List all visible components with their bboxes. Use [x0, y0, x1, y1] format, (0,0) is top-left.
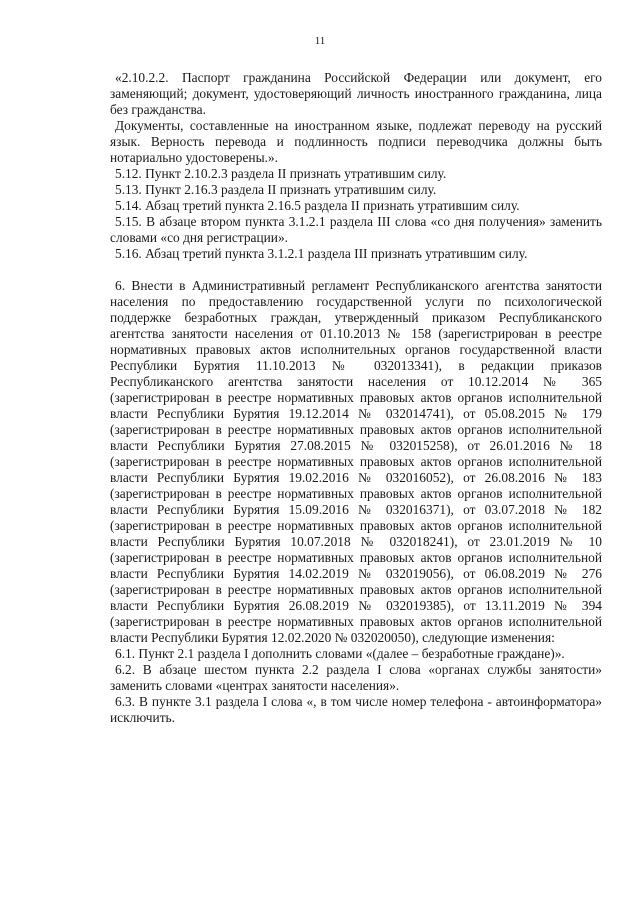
paragraph-5-15: 5.15. В абзаце втором пункта 3.1.2.1 раздела III слова «со дня получения» заменить словами «со дня регистрации».: [110, 214, 602, 245]
paragraph-quote-2-10-2-2: «2.10.2.2. Паспорт гражданина Российской Федерации или документ, его заменяющий; документ, удостоверяющий личность иностранного гражданина, лица без гражданства.: [110, 70, 602, 117]
paragraph-6-1: 6.1. Пункт 2.1 раздела I дополнить словами «(далее – безработные граждане)».: [115, 646, 565, 661]
paragraph-6: 6. Внести в Административный регламент Республиканского агентства занятости населения по предоставлению государственной услуги по психологической поддержке безработных граждан, утвержденный приказом Республиканского агентства занятости населения от 01.10.2013 № 158 (зарегистрирован в реестре нормативных правовых актов исполнительных органов государственной власти Республики Бурятия 11.10.2013 № 032013341), в редакции приказов Республиканского агентства занятости населения от 10.12.2014 № 365 (зарегистрирован в реестре нормативных правовых актов органов исполнительной власти Республики Бурятия 19.12.2014 № 032014741), от 05.08.2015 № 179 (зарегистрирован в реестре нормативных правовых актов органов исполнительной власти Республики Бурятия 27.08.2015 № 032015258), от 26.01.2016 № 18 (зарегистрирован в реестре нормативных правовых актов органов исполнительной власти Республики Бурятия 19.02.2016 № 032016052), от 26.08.2016 № 183 (зарегистрирован в реестре нормативных правовых актов органов исполнительной власти Республики Бурятия 15.09.2016 № 032016371), от 03.07.2018 № 182 (зарегистрирован в реестре нормативных правовых актов органов исполнительной власти Республики Бурятия 10.07.2018 № 032018241), от 23.01.2019 № 10 (зарегистрирован в реестре нормативных правовых актов органов исполнительной власти Республики Бурятия 14.02.2019 № 032019056), от 06.08.2019 № 276 (зарегистрирован в реестре нормативных правовых актов органов исполнительной власти Республики Бурятия 26.08.2019 № 032019385), от 13.11.2019 № 394 (зарегистрирован в реестре нормативных правовых актов органов исполнительной власти Республики Бурятия 12.02.2020 № 032020050), следующие изменения:: [110, 278, 602, 645]
paragraph-5-12: 5.12. Пункт 2.10.2.3 раздела II признать утратившим силу.: [115, 166, 447, 181]
paragraph-5-13: 5.13. Пункт 2.16.3 раздела II признать утратившим силу.: [115, 182, 437, 197]
paragraph-6-2: 6.2. В абзаце шестом пункта 2.2 раздела I слова «органах службы занятости» заменить словами «центрах занятости населения».: [110, 662, 602, 693]
page-number: 11: [314, 35, 326, 47]
paragraph-6-3: 6.3. В пункте 3.1 раздела I слова «, в том числе номер телефона - автоинформатора» исключить.: [110, 694, 602, 725]
paragraph-gap: [110, 262, 602, 278]
document-body: [110, 70, 602, 726]
paragraph-5-14: 5.14. Абзац третий пункта 2.16.5 раздела II признать утратившим силу.: [115, 198, 520, 213]
paragraph-documents-translation: Документы, составленные на иностранном языке, подлежат переводу на русский язык. Верность перевода и подлинность подписи переводчика должны быть нотариально удостоверены.».: [110, 118, 602, 165]
paragraph-5-16: 5.16. Абзац третий пункта 3.1.2.1 раздела III признать утратившим силу.: [115, 246, 528, 261]
